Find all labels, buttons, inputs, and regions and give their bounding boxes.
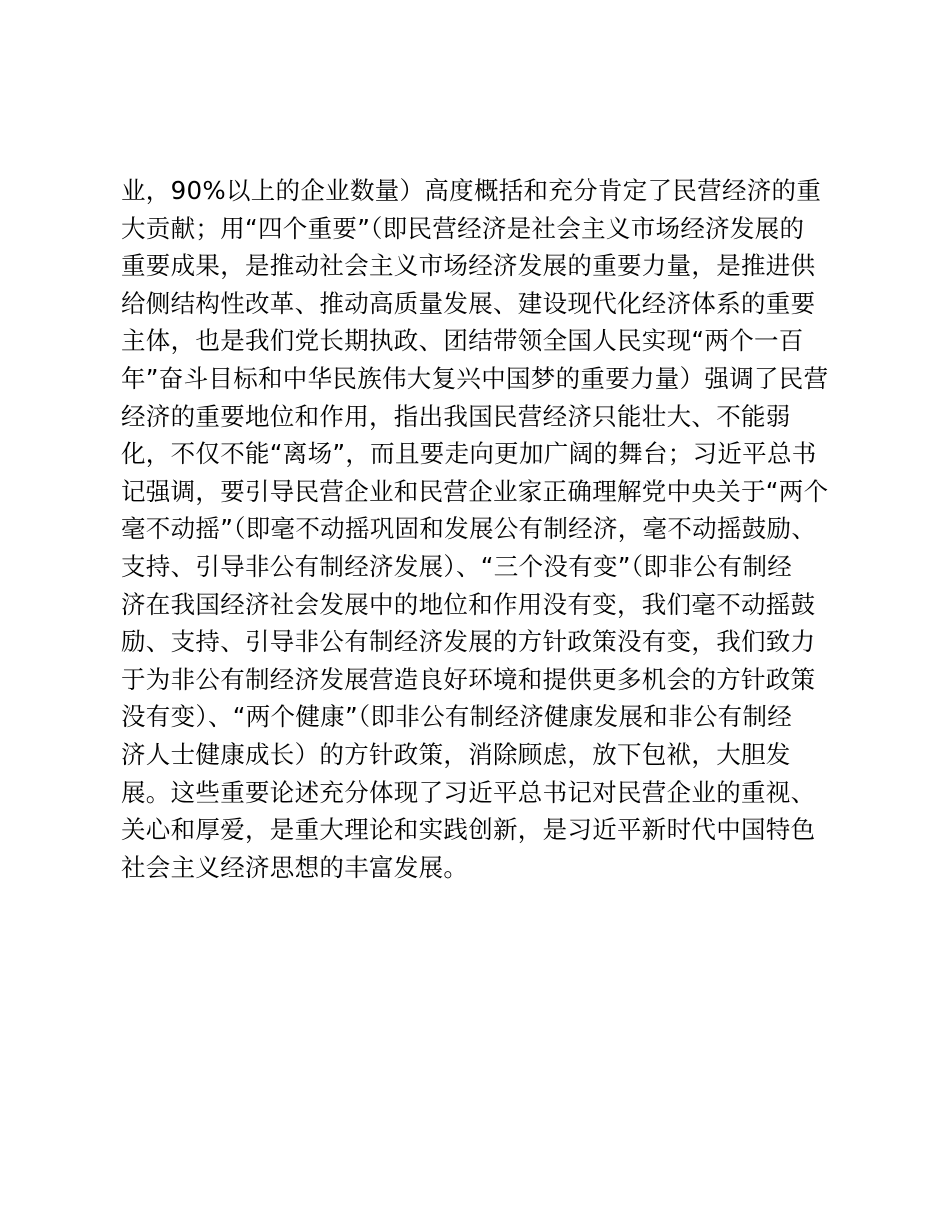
text-line: 济在我国经济社会发展中的地位和作用没有变，我们毫不动摇鼓 xyxy=(121,589,816,619)
text-line: 社会主义经济思想的丰富发展。 xyxy=(121,852,469,882)
text-line: 关心和厚爱，是重大理论和实践创新，是习近平新时代中国特色 xyxy=(121,815,816,845)
text-line: 展。这些重要论述充分体现了习近平总书记对民营企业的重视、 xyxy=(121,777,816,807)
text-line: 年”奋斗目标和中华民族伟大复兴中国梦的重要力量）强调了民营 xyxy=(121,363,829,393)
body-paragraph xyxy=(121,172,841,886)
text-line: 主体，也是我们党长期执政、团结带领全国人民实现“两个一百 xyxy=(121,326,804,356)
text-line: 重要成果，是推动社会主义市场经济发展的重要力量，是推进供 xyxy=(121,251,816,281)
text-line: 毫不动摇”（即毫不动摇巩固和发展公有制经济，毫不动摇鼓励、 xyxy=(121,514,817,544)
text-line: 于为非公有制经济发展营造良好环境和提供更多机会的方针政策 xyxy=(121,664,816,694)
text-line: 经济的重要地位和作用，指出我国民营经济只能壮大、不能弱 xyxy=(121,401,791,431)
text-line: 化，不仅不能“离场”，而且要走向更加广阔的舞台；习近平总书 xyxy=(121,439,817,469)
text-line: 济人士健康成长）的方针政策，消除顾虑，放下包袱，大胆发 xyxy=(121,739,791,769)
text-line: 给侧结构性改革、推动高质量发展、建设现代化经济体系的重要 xyxy=(121,288,816,318)
text-line: 支持、引导非公有制经济发展）、“三个没有变”（即非公有制经 xyxy=(121,551,793,581)
text-line: 大贡献；用“四个重要”（即民营经济是社会主义市场经济发展的 xyxy=(121,213,805,243)
text-line: 业，90%以上的企业数量）高度概括和充分肯定了民营经济的重 xyxy=(121,176,822,205)
text-line: 没有变）、“两个健康”（即非公有制经济健康发展和非公有制经 xyxy=(121,702,793,732)
text-line: 记强调，要引导民营企业和民营企业家正确理解党中央关于“两个 xyxy=(121,476,829,506)
text-line: 励、支持、引导非公有制经济发展的方针政策没有变，我们致力 xyxy=(121,627,816,657)
